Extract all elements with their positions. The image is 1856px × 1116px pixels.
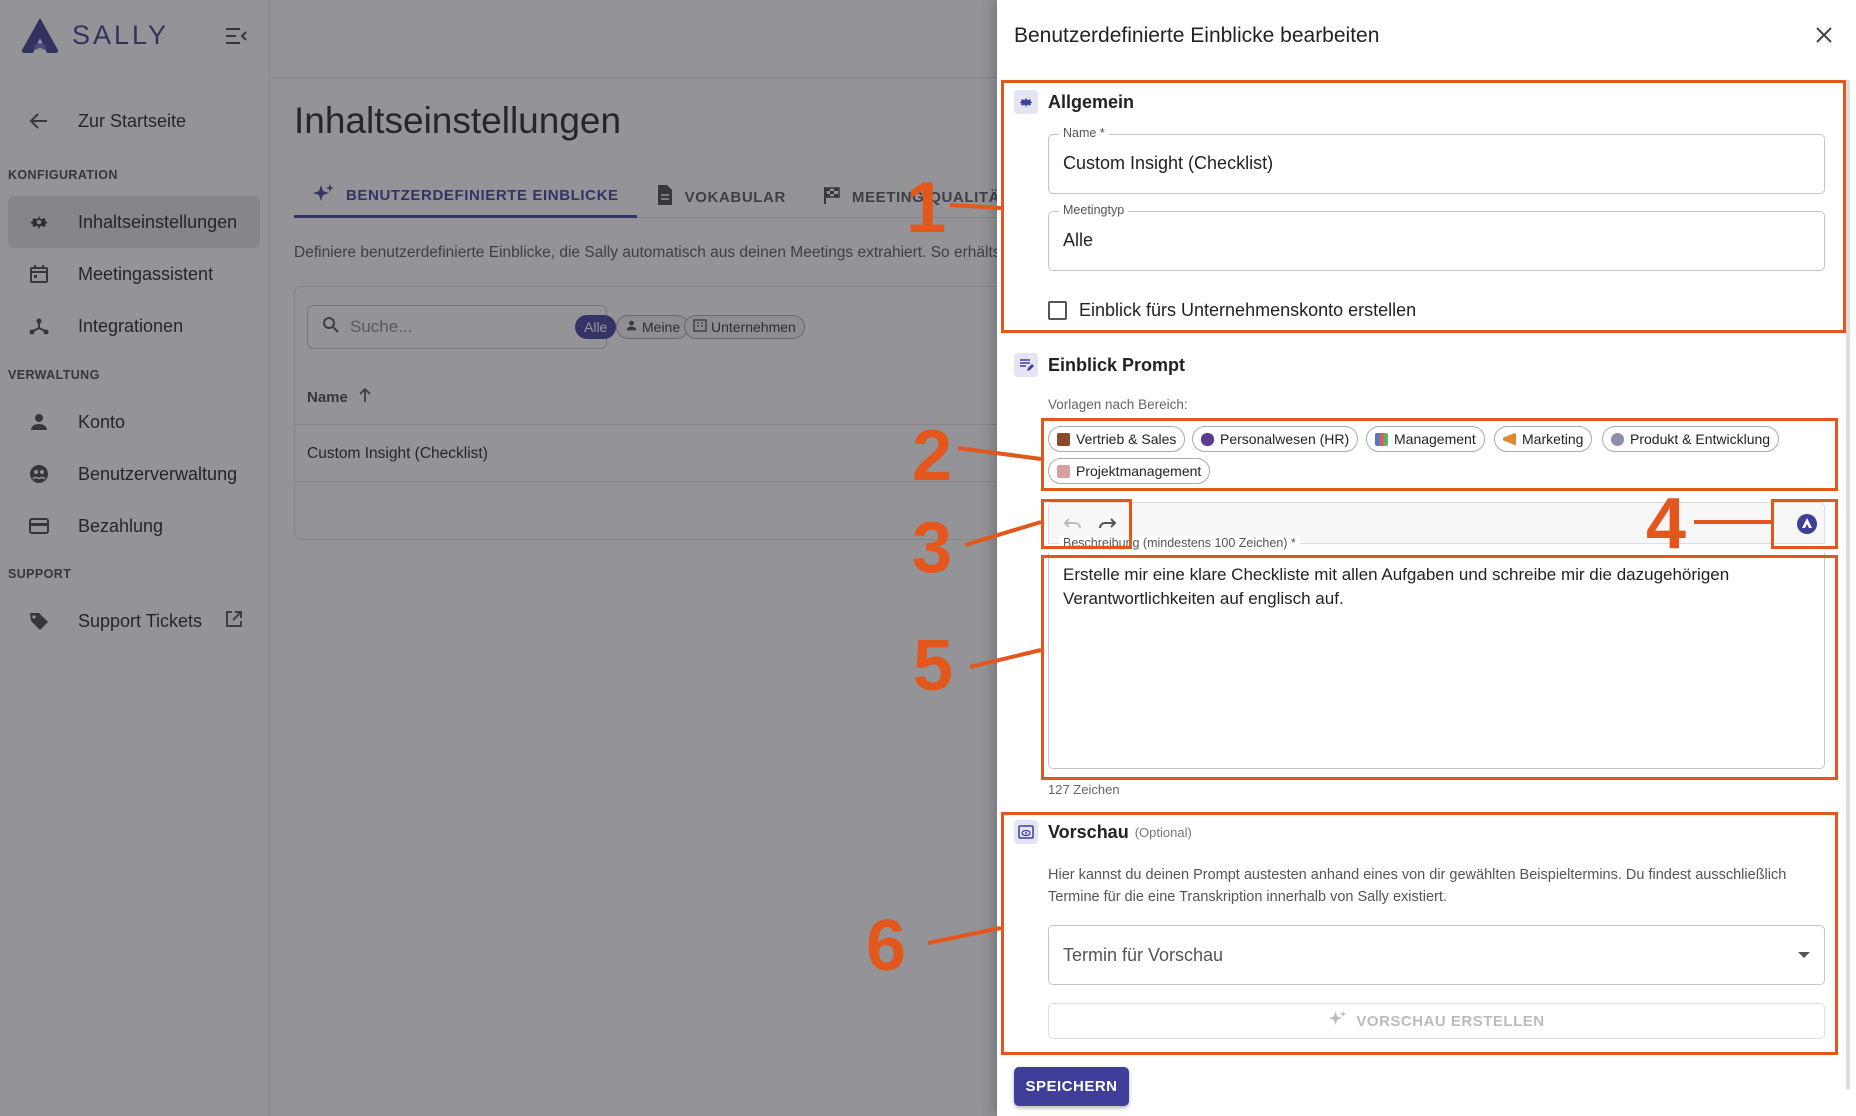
chip-label: Management bbox=[1394, 431, 1476, 447]
button-label: VORSCHAU ERSTELLEN bbox=[1356, 1012, 1545, 1030]
section-title: Einblick Prompt bbox=[1048, 354, 1186, 375]
annotation-number-2: 2 bbox=[912, 416, 953, 496]
annotation-box-6 bbox=[1001, 812, 1838, 1055]
field-label: Meetingtyp bbox=[1059, 203, 1128, 217]
annotation-number-6: 6 bbox=[866, 906, 907, 986]
chip-label: Produkt & Entwicklung bbox=[1630, 431, 1771, 447]
chip-label: Marketing bbox=[1522, 431, 1584, 447]
annotation-box-2 bbox=[1041, 418, 1838, 491]
description-textarea[interactable]: Erstelle mir eine klare Checkliste mit allen Aufgaben und schreibe mir die dazugehörigen Verantwortlichkeiten auf englisch auf. bbox=[1048, 553, 1825, 769]
edit-note-icon bbox=[1014, 353, 1038, 377]
annotation-box-3 bbox=[1041, 499, 1132, 549]
annotation-box-4 bbox=[1771, 499, 1838, 549]
optional-label: (Optional) bbox=[1134, 824, 1192, 840]
select-placeholder: Termin für Vorschau bbox=[1063, 945, 1224, 965]
char-count: 127 Zeichen bbox=[1048, 782, 1120, 797]
templates-label: Vorlagen nach Bereich: bbox=[1048, 397, 1188, 412]
field-label: Name * bbox=[1059, 126, 1109, 140]
checkbox-label: Einblick fürs Unternehmenskonto erstellen bbox=[1079, 300, 1417, 320]
annotation-number-5: 5 bbox=[913, 626, 954, 706]
annotation-box-1 bbox=[1001, 80, 1846, 333]
annotation-number-1: 1 bbox=[906, 168, 947, 248]
preview-description: Hier kannst du deinen Prompt austesten anhand eines von dir gewählten Beispieltermins. Du findest ausschließlich Termine für die eine Transkription innerhalb von Sally existiert. bbox=[1048, 867, 1787, 905]
field-value: Custom Insight (Checklist) bbox=[1063, 153, 1274, 173]
scrollbar[interactable] bbox=[1846, 80, 1850, 1090]
annotation-number-4: 4 bbox=[1646, 484, 1687, 564]
section-prompt-heading bbox=[1014, 353, 1185, 377]
save-button[interactable]: SPEICHERN bbox=[1014, 1067, 1129, 1106]
chip-label: Vertrieb & Sales bbox=[1076, 431, 1177, 447]
annotation-box-5 bbox=[1041, 555, 1838, 780]
field-value: Alle bbox=[1063, 230, 1094, 250]
drawer-title: Benutzerdefinierte Einblicke bearbeiten bbox=[1014, 24, 1380, 47]
close-icon[interactable] bbox=[1813, 24, 1837, 48]
description-label: Beschreibung (mindestens 100 Zeichen) * bbox=[1059, 536, 1300, 550]
chip-label: Projektmanagement bbox=[1076, 463, 1202, 479]
annotation-number-3: 3 bbox=[912, 508, 953, 588]
section-title: Allgemein bbox=[1048, 91, 1135, 112]
chip-label: Personalwesen (HR) bbox=[1220, 431, 1350, 447]
section-title: Vorschau bbox=[1048, 821, 1129, 842]
